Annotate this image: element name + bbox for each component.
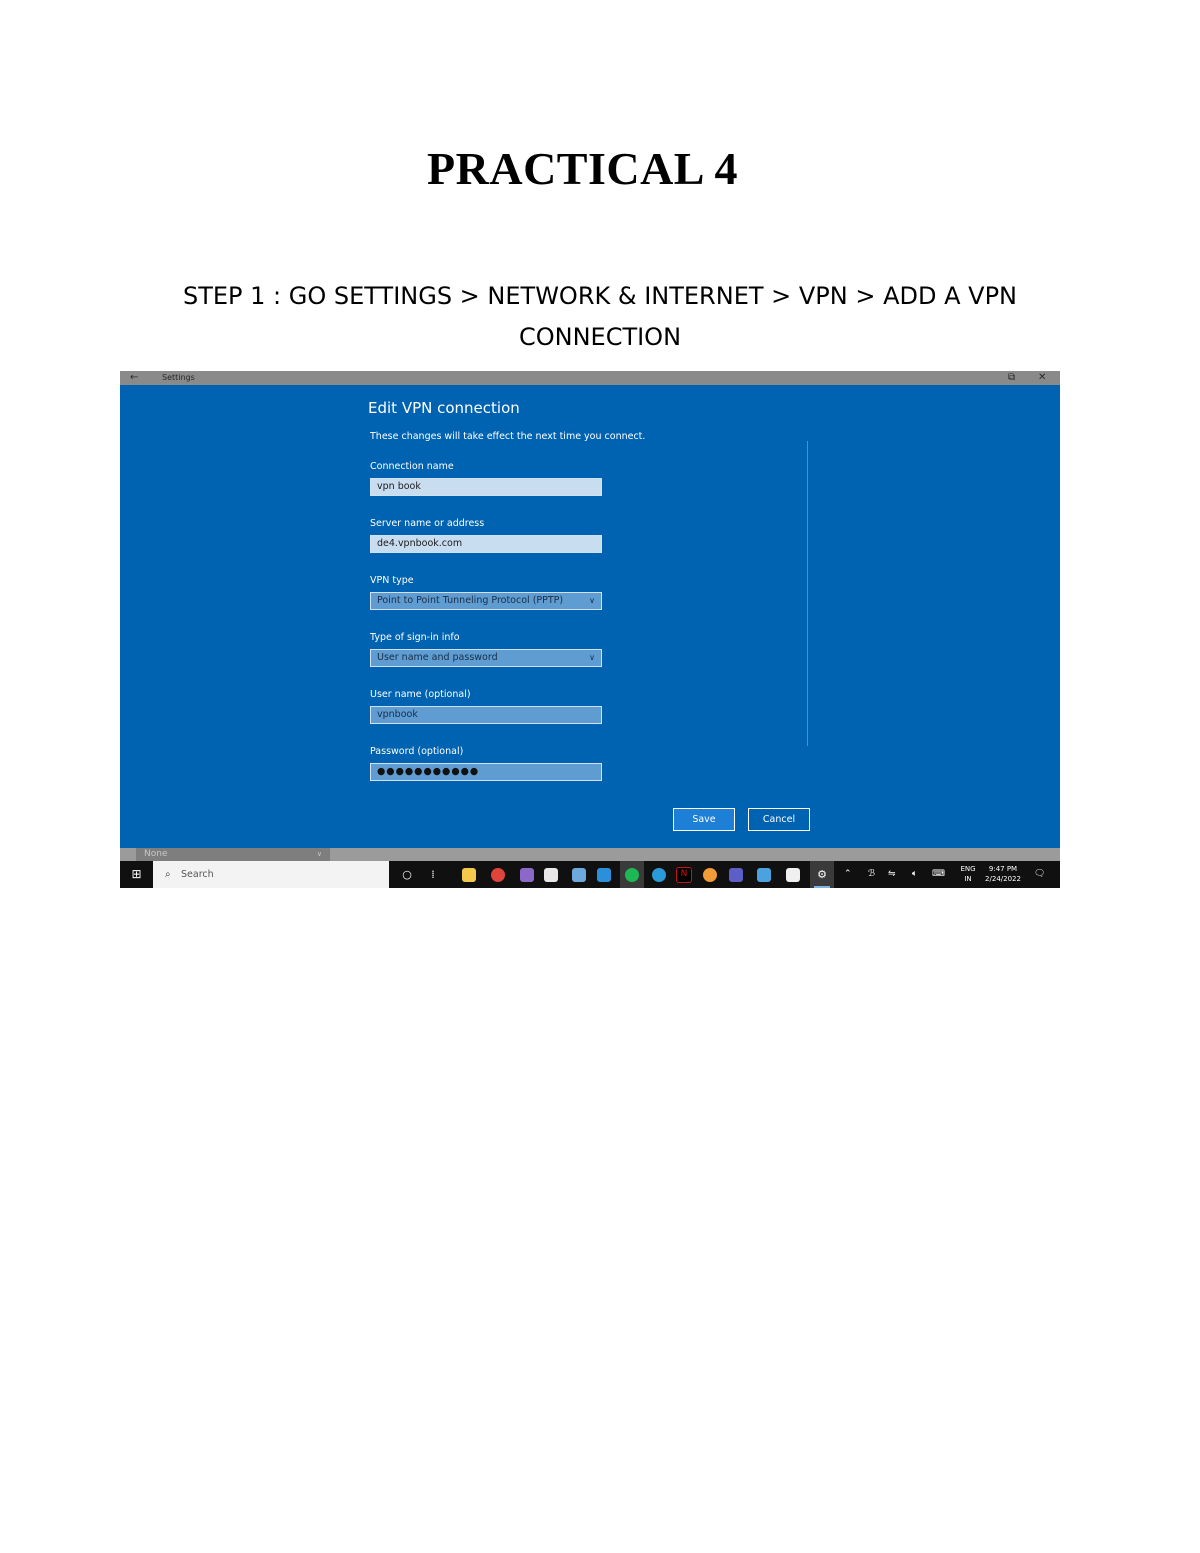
- chevron-up-icon[interactable]: ⌃: [844, 869, 852, 879]
- chevron-down-icon: ∨: [589, 653, 595, 662]
- scroll-divider: [807, 441, 808, 746]
- close-icon[interactable]: ✕: [1038, 372, 1047, 383]
- search-icon: ⌕: [165, 869, 171, 880]
- dialog-title: Edit VPN connection: [368, 399, 520, 417]
- sign-in-type-select[interactable]: [370, 649, 602, 667]
- password-label: Password (optional): [370, 746, 464, 757]
- bluetooth-icon[interactable]: ℬ: [868, 869, 876, 879]
- settings-gear-icon[interactable]: ⚙: [810, 861, 834, 888]
- spotify-icon[interactable]: [620, 861, 644, 888]
- browser-icon[interactable]: [698, 861, 722, 888]
- windows-start-icon[interactable]: ⊞: [131, 867, 142, 881]
- teams-icon[interactable]: [724, 861, 748, 888]
- window-titlebar: [120, 371, 1060, 385]
- background-window-strip: [120, 848, 1060, 861]
- language-region: IN: [964, 875, 972, 883]
- vpn-type-select[interactable]: [370, 592, 602, 610]
- restore-icon[interactable]: ⧉: [1008, 372, 1016, 383]
- network-icon[interactable]: ⇋: [888, 869, 896, 879]
- password-input[interactable]: ●●●●●●●●●●●: [370, 763, 602, 781]
- volume-icon[interactable]: 🔈︎: [912, 869, 918, 879]
- step-heading-line-2: CONNECTION: [518, 323, 682, 351]
- user-name-input[interactable]: vpnbook: [370, 706, 602, 724]
- vpn-type-label: VPN type: [370, 575, 414, 586]
- cortana-icon[interactable]: ○: [402, 868, 412, 881]
- chevron-down-icon: ∨: [589, 596, 595, 605]
- chevron-down-icon: ∨: [316, 850, 322, 858]
- step-heading: [130, 276, 1070, 358]
- edge-icon[interactable]: [647, 861, 671, 888]
- background-dropdown[interactable]: [136, 848, 330, 861]
- server-address-label: Server name or address: [370, 518, 485, 529]
- document-title: PRACTICAL 4: [427, 143, 738, 194]
- clock[interactable]: [982, 864, 1024, 884]
- sign-in-type-label: Type of sign-in info: [370, 632, 460, 643]
- task-view-icon[interactable]: ⁞: [431, 868, 435, 881]
- visual-studio-icon[interactable]: [515, 861, 539, 888]
- store-icon[interactable]: [539, 861, 563, 888]
- vpn-type-value: Point to Point Tunneling Protocol (PPTP): [377, 595, 564, 606]
- snip-icon[interactable]: [781, 861, 805, 888]
- mail-icon[interactable]: [567, 861, 591, 888]
- user-name-label: User name (optional): [370, 689, 471, 700]
- settings-screenshot: [120, 371, 1060, 888]
- photos-icon[interactable]: [752, 861, 776, 888]
- keyboard-icon[interactable]: ⌨︎: [932, 869, 945, 879]
- back-arrow-icon[interactable]: ←: [130, 372, 139, 383]
- cancel-button[interactable]: Cancel: [748, 808, 810, 831]
- taskbar-search-box[interactable]: [153, 861, 389, 888]
- clock-time: 9:47 PM: [988, 865, 1018, 873]
- vscode-icon[interactable]: [592, 861, 616, 888]
- netflix-icon[interactable]: N: [672, 861, 696, 888]
- language-code: ENG: [960, 865, 976, 873]
- connection-name-label: Connection name: [370, 461, 454, 472]
- chrome-icon[interactable]: [486, 861, 510, 888]
- save-button[interactable]: Save: [673, 808, 735, 831]
- notification-icon[interactable]: 🗨︎: [1034, 869, 1046, 879]
- clock-date: 2/24/2022: [985, 875, 1021, 883]
- step-heading-line-1: STEP 1 : GO SETTINGS > NETWORK & INTERNET > VPN > ADD A VPN: [183, 282, 1017, 310]
- connection-name-input[interactable]: vpn book: [370, 478, 602, 496]
- background-dropdown-value: None: [144, 849, 168, 859]
- taskbar: [120, 861, 1060, 888]
- file-explorer-icon[interactable]: [457, 861, 481, 888]
- dialog-note: These changes will take effect the next time you connect.: [370, 431, 646, 442]
- active-app-indicator: [814, 886, 830, 888]
- app-name: Settings: [162, 373, 195, 382]
- language-indicator[interactable]: [956, 864, 980, 884]
- server-address-input[interactable]: de4.vpnbook.com: [370, 535, 602, 553]
- sign-in-type-value: User name and password: [377, 652, 498, 663]
- search-placeholder: Search: [181, 869, 214, 880]
